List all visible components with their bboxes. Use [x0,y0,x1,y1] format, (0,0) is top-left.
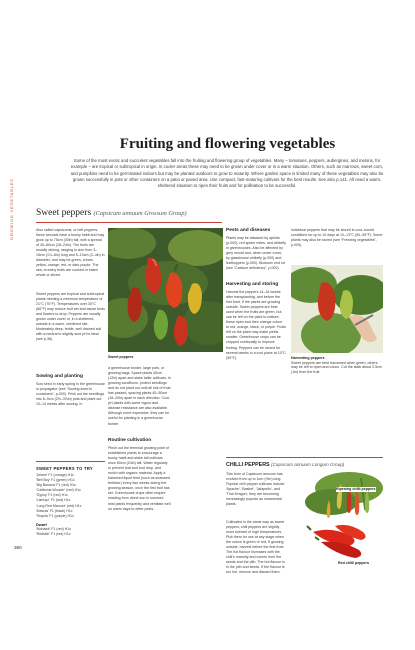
chilli-text-2: Cultivated in the same way as sweet peppers, chili peppers are slightly more tolerant of high temperatures. Pick them for use at any stage when the colour is green or red. If growing outside, harvest before the first frost. The hot flavour increases with the chili’s maturity and comes from the seeds and the pith. The hot flavour is in the pith and seeds. If the flavour is too hot, remove and discard them. [226,520,285,575]
page-title: Fruiting and flowering vegetables [119,136,336,152]
chilli-rule [226,457,383,458]
cultivar-item: 'Bell Boy' F1 (green) H1c [36,478,75,483]
ripening-chilli-caption [336,487,376,492]
cultivar-item: 'California Wonder' (red) H1c [36,488,81,493]
section-heading-sweet-peppers [36,208,187,218]
chilli-text: This form of Capsicum annuum has evolved from up to 1cm (½in) long. Popular chili pepper cultivars include 'Apache', 'Basket', 'Jalapeño', and 'Thai Dragon'; they are becoming increasingly popular as ornamental plants. [226,472,285,507]
routine-text: Pinch out the terminal growing point of established plants to encourage a bushy habit and stake tall cultivars once 60cm (24in) tall. Water regularly to prevent leaf and bud drop, and mulch with organic material. Apply a balanced liquid feed (such as seaweed fertilizer) every two weeks during the growing season, once the first fruit has set. Greenhouse crops often require shading from direct sun in summer; mist plants frequently and ventilate well on warm days to deter pests. [108,446,171,511]
cultivar-item: 'Mavras' F1 (black) H1c [36,508,73,513]
sweet-peppers-intro-2: Sweet peppers are tropical and subtropical plants needing a minimum temperature of 21°C (70°F). Temperatures over 30°C (86°F) may reduce fruit set and cause buds and flowers to drop. Peppers are usually grown under cover or, in a sheltered, outside in a warm, sheltered site. Moderately deep, fertile, well drained soil with a neutral to slightly acid pH is ideal (see p.36). [36,292,105,342]
to-try-heading: SWEET PEPPERS TO TRY [36,466,93,471]
red-chilli-caption [338,561,369,566]
harvesting-caption [291,356,383,374]
ripening-caption-text: Ripening chilli peppers [336,487,376,491]
harvesting-caption-title: Harvesting peppers [291,356,325,360]
caption-bold: Sweet peppers [108,355,134,359]
heading-latin: (Capsicum annuum Grossum Group) [93,210,187,217]
pests-text: Plants may be attacked by aphids (p.000), red spider mites, and whitefly in greenhouses. Also be affected by grey mould and, when under cover, by glasshouse whitefly (p.000) and leafhoppers (p.000). Blossom end rot (see “Calcium deficiency”, p.000). [226,236,286,271]
side-running-head [3,110,14,240]
harvest-text: Harvest the peppers 14–18 weeks after transplanting, and before the first frost. If the plants are growing outside. Sweet peppers are best used when the fruits are green, but can be left on the plant to mature; these ripen and then change colour to red, orange, black, or purple. Fruits left on the plant may make yields smaller. Greenhouse crops can be cropped continually to improve fruiting. Peppers can be stored for several weeks in a cool place at 10°C (50°F). [226,290,286,360]
page-number: 380 [14,545,22,550]
red-caption-text: Red chilli peppers [338,561,369,565]
side-label: GROWING VEGETABLES [9,178,14,240]
to-try-dwarf-list [36,527,105,537]
column4-text: individual peppers that may be stored in cool–humid conditions for up to 10 days at 10–13°C (50–55°F). Some plants may also be stored (see “Freezing vegetables”, p.000). [291,228,383,248]
cultivar-item: 'Gypsy' F1 (red) H1c [36,493,68,498]
cultivar-item: 'Lamuyo' F1 (red) H1c [36,498,71,503]
to-try-list [36,473,105,519]
harvesting-peppers-photo [291,265,383,353]
cultivar-item: 'Mohawk' F1 (red) H1c [36,526,71,531]
sweet-peppers-to-try-box [36,461,105,537]
harvest-heading: Harvesting and storing [226,282,279,287]
cultivar-item: 'Big Banana' F1 (red) H1c [36,483,77,488]
routine-heading: Routine cultivation [108,438,152,443]
chilli-heading [226,462,344,468]
intro-paragraph: Some of the most exotic and succulent vegetables fall into the fruiting and flowering group of vegetables. Many – tomatoes, peppers, aubergines, and melons, for example – are tropical or subtropical in origin. In cooler areas these may need to be grown under cover or in a warm situation. Others, such as marrows, sweet corn, and pumpkins need to be germinated indoors but may be planted outdoors to grow to maturity. Where garden space is limited many of these vegetables may also be grown successfully in pots or other containers on a patio or paved area. Use compact, fast-maturing cultivars for the best results. See also p.141. All need a warm, sheltered situation to ripen their fruits and for pollination to be successful. [70,158,384,189]
sweet-peppers-intro: Also called capsicums, or bell peppers, these annuals have a bushy habit and may grow up to 75cm (30in) tall, with a spread of 45–60cm (18–24in). The fruits are usually oblong, ranging in size from 3–15cm (1¼–6in) long and 5–10cm (2–4in) in diameter, and may be green, cream, yellow, orange, red, or dark purple. The raw, crunchy fruits are cooked or eaten whole or sliced. [36,228,105,278]
column2-text: a greenhouse border, large pots, or growing bags. Space plants 30cm (12in) apart and stake taller cultivars. In growing conditions, protect seedlings and do not plant out until all risk of frost has passed, spacing plants 45–50cm (18–20in) apart in each direction. Cool-pH plants with some vigour and disease resistance are also available. Although more expensive, they can be useful for planting in a greenhouse border. [108,366,171,426]
sowing-text: Sow seed in early spring in the greenhouse or propagator (see “Sowing seed in containers”, p.000). Prick out the seedlings into 6–9cm (2½–3½in) pots and plant out 10–14 weeks after sowing, in [36,382,105,407]
chilli-heading-latin: (Capsicum annuum Longum Group) [271,462,345,467]
cultivar-item: 'Tequila' F1 (purple) H1c [36,513,74,518]
chilli-illustration [291,470,385,560]
sweet-peppers-illustration [108,228,223,352]
chilli-photo [291,470,385,560]
to-try-subheading: Dwarf [36,521,47,527]
section-rule [36,222,222,223]
cultivar-item: 'Long Red Marconi' (red) H1c [36,503,82,508]
harvesting-illustration [291,265,383,353]
heading-text: Sweet peppers [36,208,92,218]
cultivar-item: 'Ariane' F1 (orange) H1c [36,473,74,477]
harvesting-caption-text: Sweet peppers are best harvested when green; others may be left to ripen and colour. Cut the stalk about 2.5cm (1in) from the fruit. [291,360,382,374]
pests-heading: Pests and diseases [226,228,271,233]
sowing-heading: Sowing and planting [36,374,83,379]
sweet-peppers-caption [108,355,133,360]
sweet-peppers-photo [108,228,223,352]
cultivar-item: 'Redskin' F1 (red) H1c [36,531,71,536]
chilli-heading-text: CHILLI PEPPERS [226,462,270,468]
